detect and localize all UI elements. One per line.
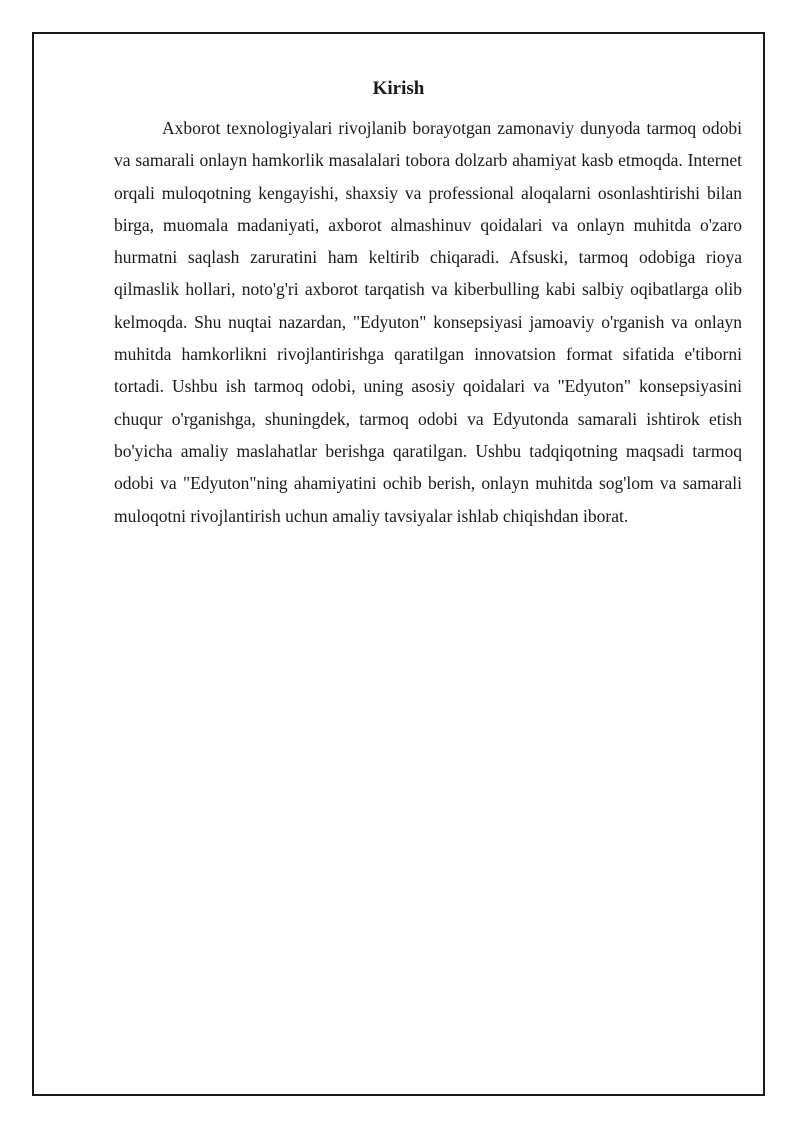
body-paragraph: Axborot texnologiyalari rivojlanib borayotgan zamonaviy dunyoda tarmoq odobi va samarali onlayn hamkorlik masalalari tobora dolzarb ahamiyat kasb etmoqda. Internet orqali muloqotning kengayishi, shaxsiy va professional aloqalarni osonlashtirishi bilan birga, muomala madaniyati, axborot almashinuv qoidalari va onlayn muhitda o'zaro hurmatni saqlash zaruratini ham keltirib chiqaradi. Afsuski, tarmoq odobiga rioya qilmaslik hollari, noto'g'ri axborot tarqatish va kiberbulling kabi salbiy oqibatlarga olib kelmoqda. Shu nuqtai nazardan, "Edyuton" konsepsiyasi jamoaviy o'rganish va onlayn muhitda hamkorlikni rivojlantirishga qaratilgan innovatsion format sifatida e'tiborni tortadi. Ushbu ish tarmoq odobi, uning asosiy qoidalari va "Edyuton" konsepsiyasini chuqur o'rganishga, shuningdek, tarmoq odobi va Edyutonda samarali ishtirok etish bo'yicha amaliy maslahatlar berishga qaratilgan. Ushbu tadqiqotning maqsadi tarmoq odobi va "Edyuton"ning ahamiyatini ochib berish, onlayn muhitda sog'lom va samarali muloqotni rivojlantirish uchun amaliy tavsiyalar ishlab chiqishdan iborat. <box>114 118 742 526</box>
page-title: Kirish <box>372 78 425 99</box>
page-border-frame <box>32 32 765 1096</box>
